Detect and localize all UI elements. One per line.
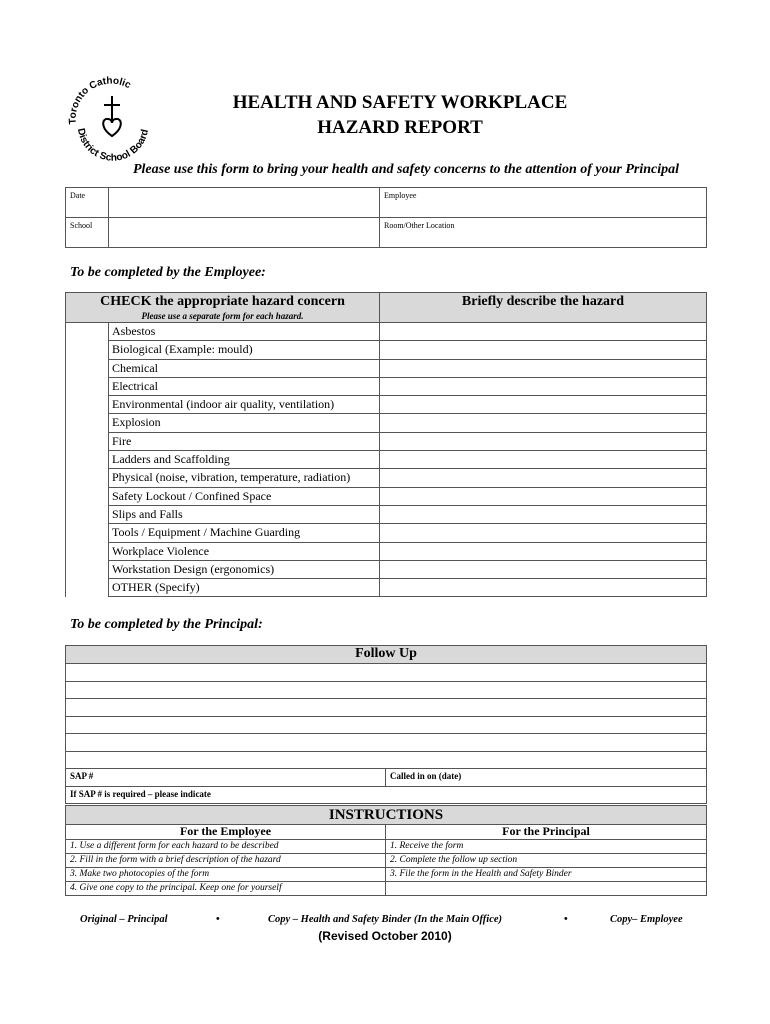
hazard-description-field[interactable] [380, 432, 707, 450]
hazard-description-field[interactable] [380, 524, 707, 542]
hazard-label: Biological (Example: mould) [109, 341, 380, 359]
check-column-note: Please use a separate form for each hazard. [141, 311, 304, 321]
school-label: School [70, 221, 93, 230]
sap-label: SAP # [70, 771, 94, 781]
check-column-header: CHECK the appropriate hazard concern Please use a separate form for each hazard. [66, 293, 380, 323]
hazard-row [66, 432, 707, 450]
principal-step-empty [386, 882, 707, 896]
hazard-row [66, 396, 707, 414]
room-field[interactable] [380, 218, 707, 248]
hazard-checkbox[interactable] [66, 414, 109, 432]
hazard-checkbox[interactable] [66, 323, 109, 341]
follow-up-line[interactable] [66, 751, 707, 769]
hazard-description-field[interactable] [380, 396, 707, 414]
hazard-row [66, 414, 707, 432]
called-in-label: Called in on (date) [390, 771, 462, 781]
hazard-row [66, 487, 707, 505]
hazard-checkbox[interactable] [66, 505, 109, 523]
room-label: Room/Other Location [384, 221, 455, 230]
hazard-description-field[interactable] [380, 451, 707, 469]
principal-instructions-header: For the Principal [386, 825, 707, 840]
employee-field[interactable] [380, 188, 707, 218]
hazard-checkbox[interactable] [66, 542, 109, 560]
school-board-logo [66, 74, 156, 164]
footer-original: Original – Principal [80, 914, 168, 925]
hazard-label: Workplace Violence [109, 542, 380, 560]
hazard-description-field[interactable] [380, 542, 707, 560]
employee-step: 1. Use a different form for each hazard to be described [66, 840, 386, 854]
footer-copy-employee: Copy– Employee [610, 914, 683, 925]
hazard-label: Explosion [109, 414, 380, 432]
hazard-label: Ladders and Scaffolding [109, 451, 380, 469]
hazard-description-field[interactable] [380, 579, 707, 597]
hazard-row [66, 579, 707, 597]
hazard-description-field[interactable] [380, 505, 707, 523]
hazard-description-field[interactable] [380, 359, 707, 377]
follow-up-header: Follow Up [66, 646, 707, 664]
hazard-row [66, 323, 707, 341]
instructions-table [65, 805, 707, 896]
hazard-row [66, 451, 707, 469]
hazard-table [65, 292, 707, 597]
follow-up-line[interactable] [66, 664, 707, 682]
hazard-label: Workstation Design (ergonomics) [109, 560, 380, 578]
follow-up-line[interactable] [66, 734, 707, 752]
hazard-label: Physical (noise, vibration, temperature, radiation) [109, 469, 380, 487]
employee-section-heading: To be completed by the Employee: [70, 265, 266, 280]
employee-step: 3. Make two photocopies of the form [66, 868, 386, 882]
hazard-label: Fire [109, 432, 380, 450]
hazard-description-field[interactable] [380, 377, 707, 395]
principal-step: 1. Receive the form [386, 840, 707, 854]
follow-up-line[interactable] [66, 681, 707, 699]
page-title: HEALTH AND SAFETY WORKPLACE HAZARD REPORT [232, 92, 568, 138]
hazard-label: Electrical [109, 377, 380, 395]
date-label: Date [70, 191, 86, 200]
hazard-label: Chemical [109, 359, 380, 377]
hazard-checkbox[interactable] [66, 579, 109, 597]
hazard-checkbox[interactable] [66, 451, 109, 469]
hazard-description-field[interactable] [380, 560, 707, 578]
sap-field[interactable] [66, 769, 386, 787]
follow-up-line[interactable] [66, 716, 707, 734]
hazard-label: Slips and Falls [109, 505, 380, 523]
principal-step: 2. Complete the follow up section [386, 854, 707, 868]
date-field[interactable] [109, 188, 380, 218]
follow-up-line[interactable] [66, 699, 707, 717]
school-field[interactable] [109, 218, 380, 248]
hazard-checkbox[interactable] [66, 432, 109, 450]
employee-label: Employee [384, 191, 417, 200]
hazard-label: Tools / Equipment / Machine Guarding [109, 524, 380, 542]
footer-copy-binder: Copy – Health and Safety Binder (In the Main Office) [268, 914, 503, 925]
follow-up-table [65, 645, 707, 804]
hazard-checkbox[interactable] [66, 560, 109, 578]
employee-step: 2. Fill in the form with a brief description of the hazard [66, 854, 386, 868]
hazard-label: Asbestos [109, 323, 380, 341]
hazard-checkbox[interactable] [66, 377, 109, 395]
hazard-label: Environmental (indoor air quality, ventilation) [109, 396, 380, 414]
hazard-row [66, 560, 707, 578]
hazard-checkbox[interactable] [66, 396, 109, 414]
hazard-row [66, 505, 707, 523]
hazard-row [66, 377, 707, 395]
hazard-checkbox[interactable] [66, 524, 109, 542]
hazard-checkbox[interactable] [66, 487, 109, 505]
hazard-row [66, 542, 707, 560]
instructions-title: INSTRUCTIONS [66, 806, 707, 825]
header-fields-table [65, 187, 707, 248]
hazard-description-field[interactable] [380, 487, 707, 505]
hazard-description-field[interactable] [380, 414, 707, 432]
footer-bullet: • [564, 914, 568, 925]
hazard-checkbox[interactable] [66, 341, 109, 359]
principal-section-heading: To be completed by the Principal: [70, 617, 263, 632]
hazard-row [66, 341, 707, 359]
hazard-row [66, 469, 707, 487]
svg-text:Toronto Catholic: Toronto Catholic [67, 75, 133, 125]
sap-note-row [66, 786, 707, 804]
hazard-description-field[interactable] [380, 341, 707, 359]
svg-text:District School Board: District School Board [74, 127, 151, 164]
hazard-description-field[interactable] [380, 469, 707, 487]
hazard-row [66, 359, 707, 377]
employee-instructions-header: For the Employee [66, 825, 386, 840]
called-in-field[interactable] [386, 769, 707, 787]
hazard-description-field[interactable] [380, 323, 707, 341]
hazard-checkbox[interactable] [66, 359, 109, 377]
sap-note: If SAP # is required – please indicate [70, 788, 211, 799]
revision-note: (Revised October 2010) [318, 929, 452, 943]
hazard-checkbox[interactable] [66, 469, 109, 487]
principal-step: 3. File the form in the Health and Safety Binder [386, 868, 707, 882]
hazard-row [66, 524, 707, 542]
hazard-label: Safety Lockout / Confined Space [109, 487, 380, 505]
page-subtitle: Please use this form to bring your health and safety concerns to the attention of your Principal [132, 162, 680, 177]
describe-column-header: Briefly describe the hazard [380, 293, 707, 323]
employee-step: 4. Give one copy to the principal. Keep one for yourself [66, 882, 386, 896]
footer-bullet: • [216, 914, 220, 925]
hazard-label: OTHER (Specify) [109, 579, 380, 597]
